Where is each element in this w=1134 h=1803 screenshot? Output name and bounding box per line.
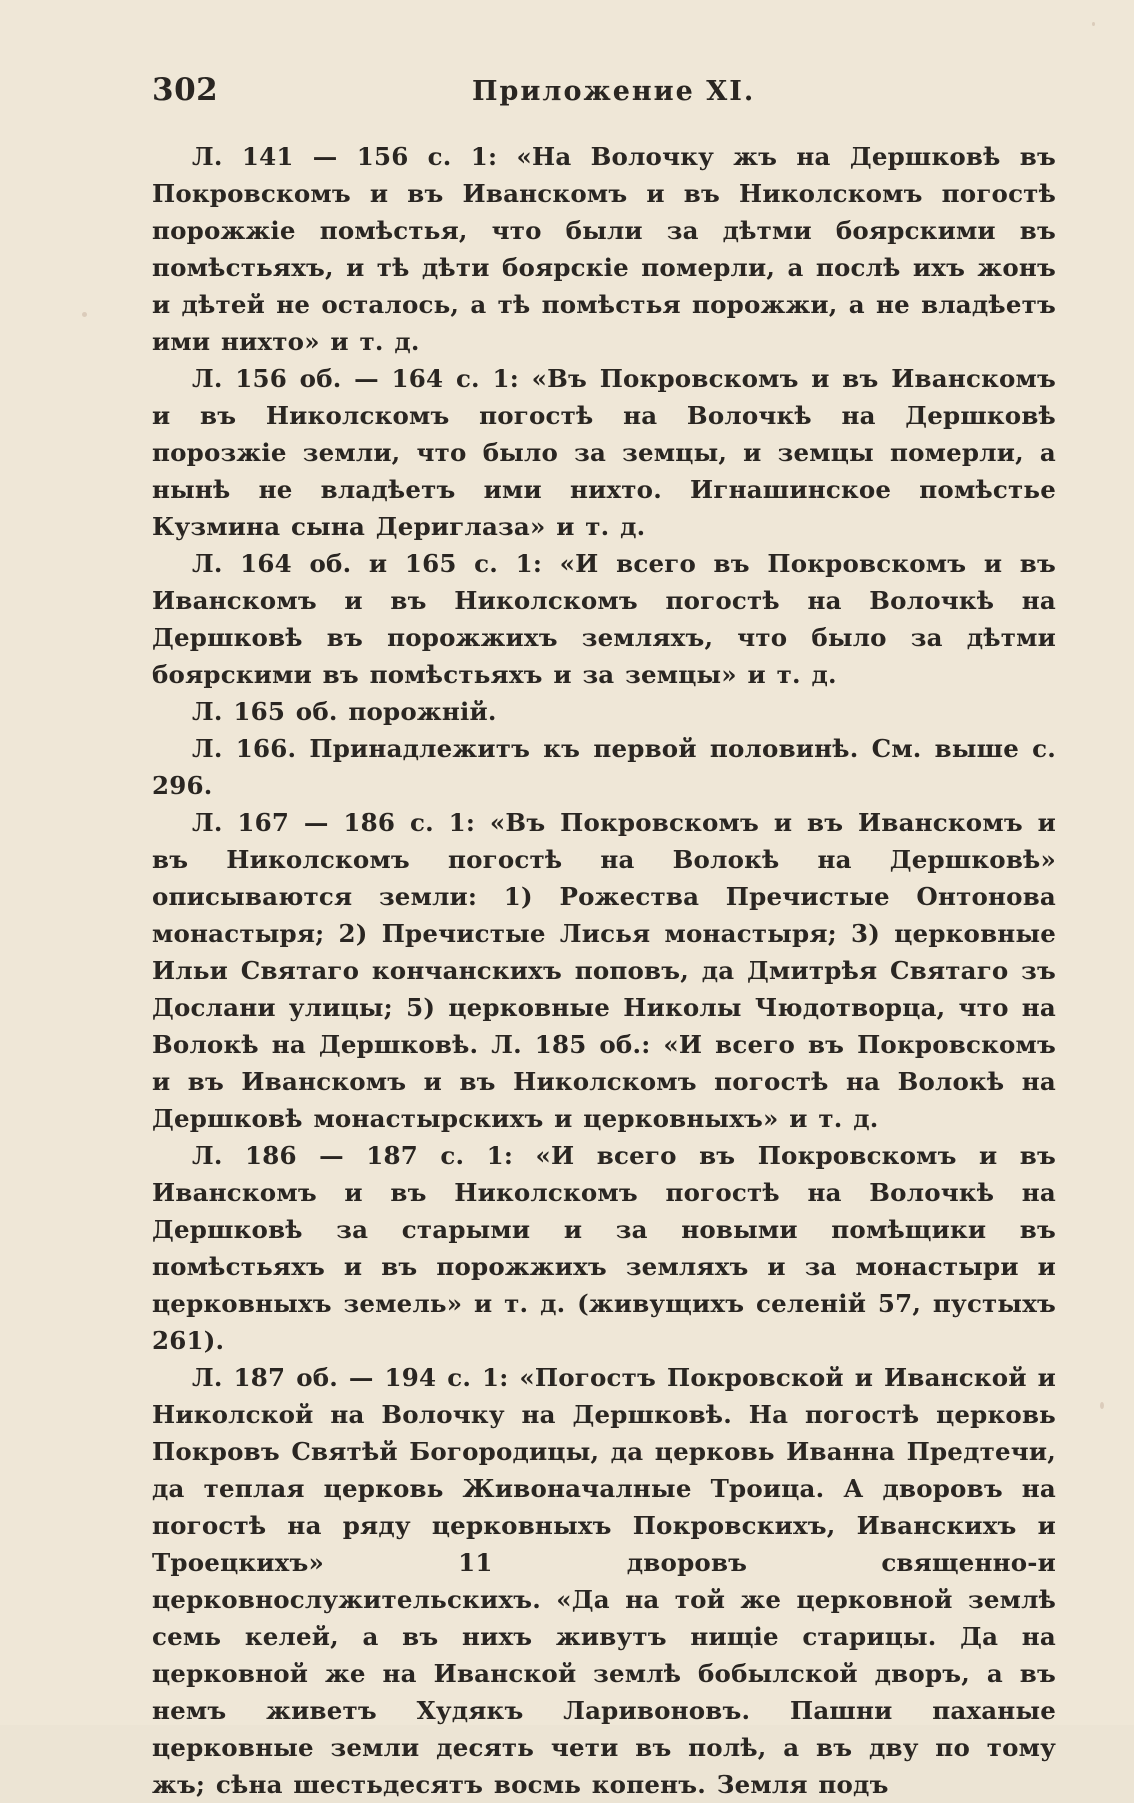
paper-stain bbox=[1092, 22, 1095, 26]
body-text bbox=[152, 138, 1056, 1803]
paragraph: Л. 141 — 156 с. 1: «На Волочку жъ на Дершковѣ въ Покровскомъ и въ Иванскомъ и въ Николскомъ погостѣ порожжіе помѣстья, что были за дѣтми боярскими въ помѣстьяхъ, и тѣ дѣти боярскіе померли, а послѣ ихъ жонъ и дѣтей не осталось, а тѣ помѣстья порожжи, а не владѣетъ ими нихто» и т. д. bbox=[152, 142, 1056, 356]
paragraph: Л. 167 — 186 с. 1: «Въ Покровскомъ и въ Иванскомъ и въ Николскомъ погостѣ на Волокѣ на Дершковѣ» описываются земли: 1) Рожества Пречистые Онтонова монастыря; 2) Пречистые Лисья монастыря; 3) церковные Ильи Святаго кончанскихъ поповъ, да Дмитрѣя Святаго зъ Дослани улицы; 5) церковные Николы Чюдотворца, что на Волокѣ на Дершковѣ. Л. 185 об.: «И всего въ Покровскомъ и въ Иванскомъ и въ Николскомъ погостѣ на Волокѣ на Дершковѣ монастырскихъ и церковныхъ» и т. д. bbox=[152, 808, 1056, 1133]
ink-speck bbox=[82, 312, 87, 317]
paragraph: Л. 164 об. и 165 с. 1: «И всего въ Покровскомъ и въ Иванскомъ и въ Николскомъ погостѣ на Волочкѣ на Дершковѣ въ порожжихъ земляхъ, что было за дѣтми боярскими въ помѣстьяхъ и за земцы» и т. д. bbox=[152, 549, 1056, 689]
paragraph: Л. 187 об. — 194 с. 1: «Погостъ Покровской и Иванской и Николской на Волочку на Дершковѣ. На погостѣ церковь Покровъ Святѣй Богородицы, да церковь Иванна Предтечи, да теплая церковь Живоначалные Троица. А дворовъ на погостѣ на ряду церковныхъ Покровскихъ, Иванскихъ и Троецкихъ» 11 дворовъ священно-и церковнослужительскихъ. «Да на той же церковной землѣ семь келей, а въ нихъ живутъ нищіе старицы. Да на церковной же на Иванской землѣ бобылской дворъ, а въ немъ живетъ Худякъ Ларивоновъ. Пашни паханые церковные земли десять чети въ полѣ, а въ дву по тому жъ; сѣна шестьдесятъ восмь копенъ. Земля подъ bbox=[152, 1363, 1056, 1799]
running-head bbox=[152, 72, 1042, 120]
page-heading: Приложение XI. bbox=[472, 76, 756, 107]
paragraph: Л. 156 об. — 164 с. 1: «Въ Покровскомъ и въ Иванскомъ и въ Николскомъ погостѣ на Волочкѣ на Дершковѣ порозжіе земли, что было за земцы, и земцы померли, а нынѣ не владѣетъ ими нихто. Игнашинское помѣстье Кузмина сына Дериглаза» и т. д. bbox=[152, 364, 1056, 541]
paragraph: Л. 186 — 187 с. 1: «И всего въ Покровскомъ и въ Иванскомъ и въ Николскомъ погостѣ на Волочкѣ на Дершковѣ за старыми и за новыми помѣщики въ помѣстьяхъ и въ порожжихъ земляхъ и за монастыри и церковныхъ земель» и т. д. (живущихъ селеній 57, пустыхъ 261). bbox=[152, 1141, 1056, 1355]
paper-stain bbox=[1100, 1402, 1104, 1409]
page-number: 302 bbox=[152, 72, 219, 108]
paragraph: Л. 165 об. порожній. bbox=[192, 697, 497, 726]
paragraph: Л. 166. Принадлежитъ къ первой половинѣ. См. выше с. 296. bbox=[152, 734, 1056, 800]
